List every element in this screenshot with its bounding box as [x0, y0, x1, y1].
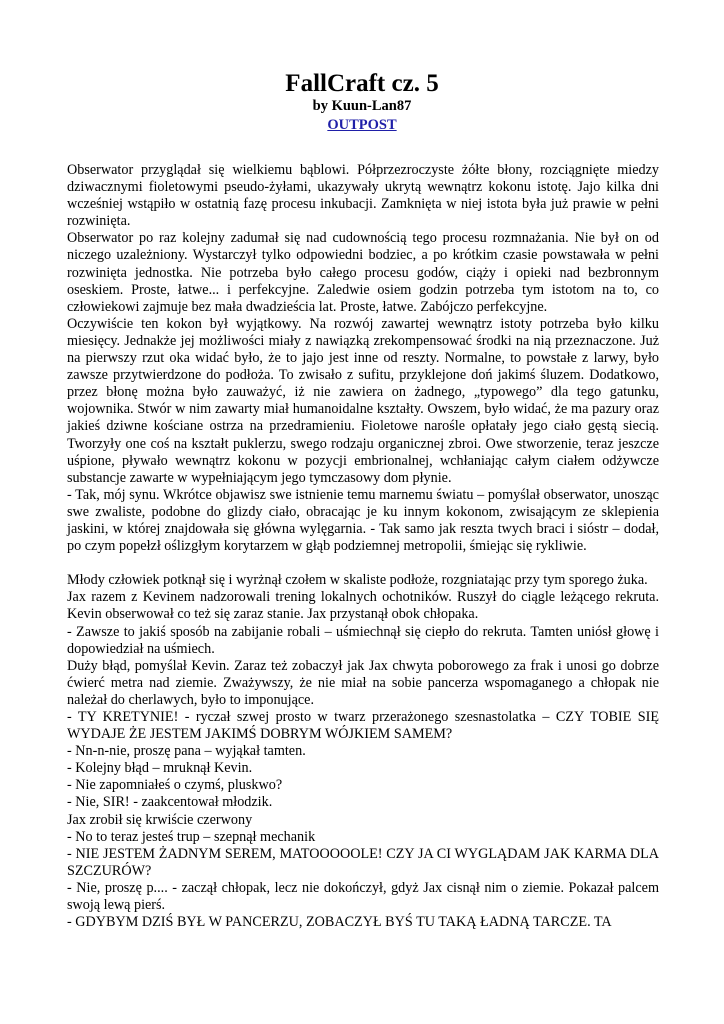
story-title: FallCraft cz. 5 — [285, 70, 439, 97]
paragraph: Jax razem z Kevinem nadzorowali trening lokalnych ochotników. Ruszył do ciągle leżącego rekruta. Kevin obserwował co też się zaraz stanie. Jax przystanął obok chłopaka. — [67, 589, 659, 623]
outpost-link[interactable]: OUTPOST — [327, 117, 397, 133]
paragraph: Obserwator przyglądał się wielkiemu bąblowi. Półprzezroczyste żółte błony, rozciągnięte miedzy dziwacznymi fioletowymi pseudo-żyłami, ukazywały ukrytą wewnątrz kokonu istotę. Jajo kilka dni wcześniej wstąpiło w ostatnią fazę procesu inkubacji. Zamknięta w niej istota była już prawie w pełni rozwinięta. — [67, 162, 659, 230]
paragraph: - Nie, SIR! - zaakcentował młodzik. — [67, 794, 273, 811]
paragraph: - GDYBYM DZIŚ BYŁ W PANCERZU, ZOBACZYŁ BYŚ TU TAKĄ ŁADNĄ TARCZE. TA — [67, 914, 612, 931]
paragraph: - Nie zapomniałeś o czymś, pluskwo? — [67, 777, 283, 794]
paragraph: - Zawsze to jakiś sposób na zabijanie robali – uśmiechnął się ciepło do rekruta. Tamten uniósł głowę i dopowiedział na uśmiech. — [67, 623, 659, 657]
paragraph: Oczywiście ten kokon był wyjątkowy. Na rozwój zawartej wewnątrz istoty potrzeba było kilku miesięcy. Jednakże jej możliwości miały z nawiązką zrekompensować środki na nią przeznaczone. Już na pierwszy rzut oka widać było, że to jajo jest inne od reszty. Normalne, to powstałe z larwy, było zawsze przytwierdzone do podłoża. To zwisało z sufitu, przyklejone doń jakimś śluzem. Dodatkowo, przez błonę można było zauważyć, iż nie zawiera on żadnego, „typowego” dla tego gatunku, wojownika. Stwór w nim zawarty miał humanoidalne kształty. Owszem, było widać, że ma pazury oraz jakieś dziwne kościane ostrza na przedramieniu. Fioletowe narośle opłatały jego ciało gęstą siecią. Tworzyły one coś na kształt puklerzu, swego rodzaju organicznej zbroi. Owe stworzenie, teraz jeszcze uśpione, pływało wewnątrz kokonu w pozycji embrionalnej, wchłaniając całym ciałem odżywcze substancje zawarte w wypełniającym jego tymczasowy dom płynie. — [67, 315, 659, 486]
paragraph: Jax zrobił się krwiście czerwony — [67, 811, 253, 828]
paragraph: - Tak, mój synu. Wkrótce objawisz swe istnienie temu marnemu światu – pomyślał obserwator, unosząc swe zwaliste, podobne do glizdy ciało, obracając je ku innym kokonom, zwisającym ze sklepienia jaskini, w której znajdowała się główna wylęgarnia. - Tak samo jak reszta twych braci i sióstr – dodał, po czym popełzł oślizgłym korytarzem w głąb podziemnej metropolii, śmiejąc się rykliwie. — [67, 486, 659, 555]
paragraph: Duży błąd, pomyślał Kevin. Zaraz też zobaczył jak Jax chwyta poborowego za frak i unosi go dobrze ćwierć metra nad ziemie. Zważywszy, że nie miał na sobie pancerza wspomaganego a chłopak nie należał do cherlawych, było to imponujące. — [67, 657, 659, 708]
paragraph: Obserwator po raz kolejny zadumał się nad cudownością tego procesu rozmnażania. Nie był on od niczego uzależniony. Wystarczył tylko odpowiedni bodziec, a po krótkim czasie powstawała w pełni rozwinięta jednostka. Nie potrzeba było całego procesu godów, ciąży i opieki nad bezbronnym oseskiem. Proste, łatwe... i perfekcyjne. Zaledwie osiem godzin potrzeba tym istotom na to, co człowiekowi zajmuje bez mała dwadzieścia lat. Proste, łatwe. Zabójczo perfekcyjne. — [67, 230, 659, 315]
paragraph: - Nn-n-nie, proszę pana – wyjąkał tamten. — [67, 743, 306, 760]
source-line — [0, 115, 724, 135]
paragraph: - NIE JESTEM ŻADNYM SEREM, MATOOOOOLE! CZY JA CI WYGLĄDAM JAK KARMA DLA SZCZURÓW? — [67, 845, 659, 879]
paragraph: - No to teraz jesteś trup – szepnął mechanik — [67, 828, 316, 845]
document-header — [0, 70, 724, 135]
story-body — [67, 162, 659, 931]
paragraph: - Kolejny błąd – mruknął Kevin. — [67, 760, 253, 777]
paragraph: - TY KRETYNIE! - ryczał szwej prosto w twarz przerażonego szesnastolatka – CZY TOBIE SIĘ WYDAJE ŻE JESTEM JAKIMŚ DOBRYM WÓJKIEM SAMEM? — [67, 709, 659, 743]
author-byline: by Kuun-Lan87 — [312, 98, 412, 114]
paragraph: - Nie, proszę p.... - zaczął chłopak, lecz nie dokończył, gdyż Jax cisnął nim o ziemie. Pokazał palcem swoją lewą pierś. — [67, 879, 659, 914]
paragraph: Młody człowiek potknął się i wyrżnął czołem w skaliste podłoże, rozgniatając przy tym sporego żuka. — [67, 572, 648, 589]
